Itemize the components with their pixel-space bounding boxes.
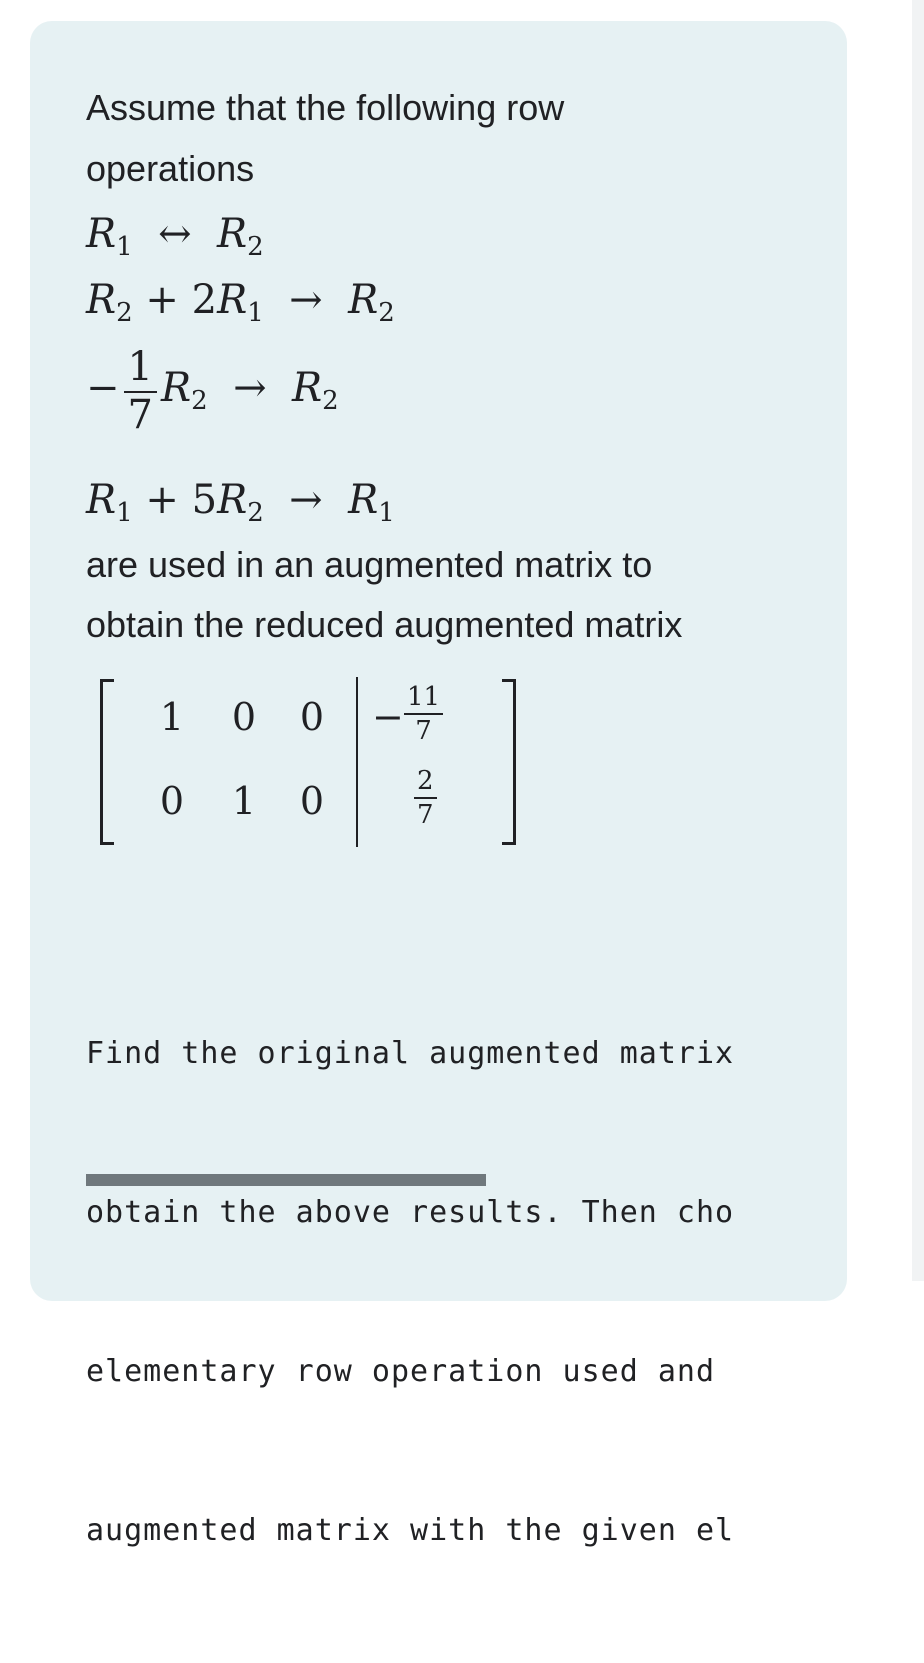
row-operation-3: − $\frac{1}{7}$ $R_2 \to R_2$ — [86, 344, 339, 438]
instructions-text — [86, 921, 796, 1548]
fraction-one-seventh: $\frac{1}{7}$ — [124, 345, 157, 437]
matrix-cell: 0 — [231, 695, 257, 739]
matrix-cell: 0 — [159, 779, 185, 823]
matrix-right-bracket — [502, 679, 516, 845]
matrix-intro-line-2: obtain the reduced augmented matrix — [86, 604, 683, 645]
matrix-rhs-fraction — [404, 681, 443, 747]
instructions-line: augmented matrix with the given el — [86, 1513, 735, 1548]
intro-line-2: operations — [86, 148, 255, 189]
fraction-denominator: 7 — [417, 800, 434, 830]
matrix-cell: 0 — [299, 779, 325, 823]
matrix-intro-line-1: are used in an augmented matrix to — [86, 544, 653, 585]
scrollbar-track[interactable] — [912, 0, 924, 1281]
matrix-cell: 0 — [299, 695, 325, 739]
matrix-cell: 1 — [159, 695, 185, 739]
augmented-matrix — [100, 677, 520, 847]
instructions-line: elementary row operation used and — [86, 1354, 716, 1389]
fraction-denominator: 7 — [415, 716, 432, 746]
row-operation-2: $R_2 + 2R_1 \to R_2$ — [86, 277, 395, 328]
matrix-rhs-fraction — [414, 765, 437, 831]
matrix-cell: 1 — [231, 779, 257, 823]
row-operation-1: $R_1$ ↔ $R_2$ — [86, 211, 264, 262]
row-operation-4: $R_1 + 5R_2 \to R_1$ — [86, 477, 395, 528]
fraction-numerator: 2 — [414, 765, 437, 799]
fraction-numerator: 11 — [404, 681, 443, 715]
instructions-line: Find the original augmented matrix — [86, 1036, 735, 1071]
intro-line-1: Assume that the following row — [86, 87, 565, 128]
matrix-left-bracket — [100, 679, 114, 845]
horizontal-scrollbar-thumb[interactable] — [86, 1174, 486, 1186]
question-card — [30, 21, 847, 1548]
augmented-divider — [356, 677, 358, 847]
intro-text — [86, 77, 726, 199]
matrix-rhs-sign: − — [372, 695, 404, 739]
instructions-line: obtain the above results. Then cho — [86, 1195, 735, 1230]
matrix-intro-text — [86, 535, 806, 655]
